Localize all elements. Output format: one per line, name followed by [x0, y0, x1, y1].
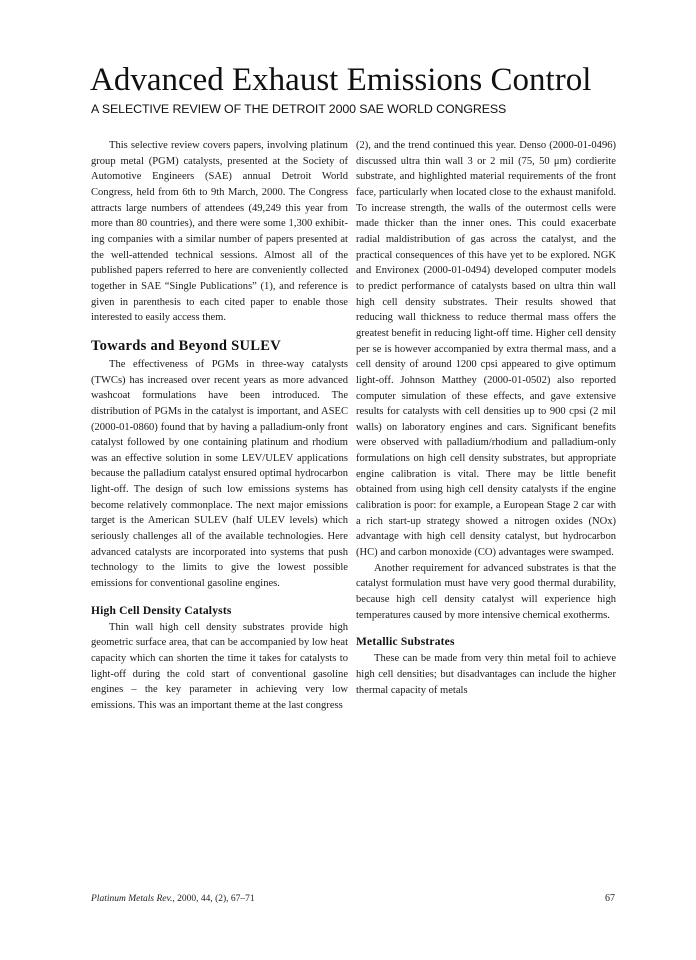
section-heading-sulev: Towards and Beyond SULEV [91, 337, 281, 354]
article-title: Advanced Exhaust Emissions Control [90, 62, 592, 98]
page-number: 67 [605, 893, 615, 904]
journal-citation: , 2000, 44, (2), 67–71 [172, 894, 255, 904]
subsection-heading-cell-density: High Cell Density Catalysts [91, 604, 232, 617]
intro-paragraph: This selective review covers papers, involving platinum group metal (PGM) catalysts, presented at the Society of Automotive Engineers (SAE) annual Detroit World Congress, held from 6th to 9th March, 2000. The Congress attracts large numbers of attendees (49,249 this year from more than 80 countries), and there were some 1,300 exhibiting companies with a similar number of papers presented at the well-attended technical sessions. Almost all of the published papers referred to here are conveniently collected together in SAE “Single Publications” (1), and reference is given in parenthesis to each cited paper to enable those interested to easily access them. [91, 140, 348, 324]
left-column [91, 138, 348, 714]
right-column [356, 138, 616, 698]
subsection-heading-metallic: Metallic Substrates [356, 636, 455, 649]
page-footer [91, 893, 615, 905]
metallic-paragraph: These can be made from very thin metal foil to achieve high cell densities; but disadvantages can include the higher thermal capacity of metals [356, 653, 616, 696]
sulev-paragraph: The effectiveness of PGMs in three-way catalysts (TWCs) has increased over recent years as more advanced washcoat formulations have been introduced. The distribution of PGMs in the catalyst is important, and ASEC (2000-01-0860) found that by having a palladium-only front catalyst followed by one containing platinum and rhodium was an effective solution in some LEV/ULEV applications because the palladium catalyst ensured optimal hydrocarbon light-off. The design of such low emissions systems has become relatively commonplace. The next major emissions target is the American SULEV (half ULEV levels) which seriously challenges all of the available technologies. Here advanced catalysts are incorporated into systems that push technology to the limits to give the lowest possible emissions for conventional gasoline engines. [91, 358, 348, 590]
continued-paragraph: (2), and the trend continued this year. Denso (2000-01-0496) discussed ultra thin wall 3 or 2 mil (75, 50 μm) cordierite substrate, and highlighted material requirements of the front face, particularly when located close to the exhaust manifold. To increase strength, the walls of the outermost cells were made thicker than the inner ones. This could exacerbate radial maldistribution of gas across the catalyst, and the practical consequences of this have yet to be explored. NGK and Environex (2000-01-0494) developed computer models to predict performance of catalysts based on ultra thin wall high cell density substrates. Their results showed that reducing wall thickness to reduce thermal mass offers the greatest benefit in reducing light-off time. Higher cell density per se is however accompanied by extra thermal mass, and a cell density of around 1200 cpsi appeared to give optimum light-off. Johnson Matthey (2000-01-0502) also reported computer simulation of these effects, and gave extensive results for catalysts with cell densities up to 900 cpsi (2 mil walls) on laboratory engines and cars. Significant benefits were observed with palladium/rhodium and palladium-only formulations on high cell density substrates, but appropriate engine calibration is vital. There may be little benefit obtained from using high cell density catalysts if the engine calibration is poor: for example, a European Stage 2 car with a rich start-up strategy showed a nitrogen oxides (NOx) advantage with high cell density catalyst, but hydrocarbon (HC) and carbon monoxide (CO) advantages were swamped. [356, 140, 616, 559]
durability-paragraph: Another requirement for advanced substrates is that the catalyst formulation must have very good thermal durability, because high cell density catalyst will experience high temperatures caused by more intensive chemical exotherms. [356, 562, 616, 621]
article-subtitle: A SELECTIVE REVIEW OF THE DETROIT 2000 SAE WORLD CONGRESS [91, 102, 507, 116]
journal-name: Platinum Metals Rev. [91, 894, 173, 904]
cell-density-paragraph: Thin wall high cell density substrates provide high geometric surface area, that can be accompanied by low heat capacity which can shorten the time it takes for catalysts to light-off during the cold start of conventional gasoline engines – the key parameter in achieving very low emissions. This was an important theme at the last congress [91, 621, 348, 711]
